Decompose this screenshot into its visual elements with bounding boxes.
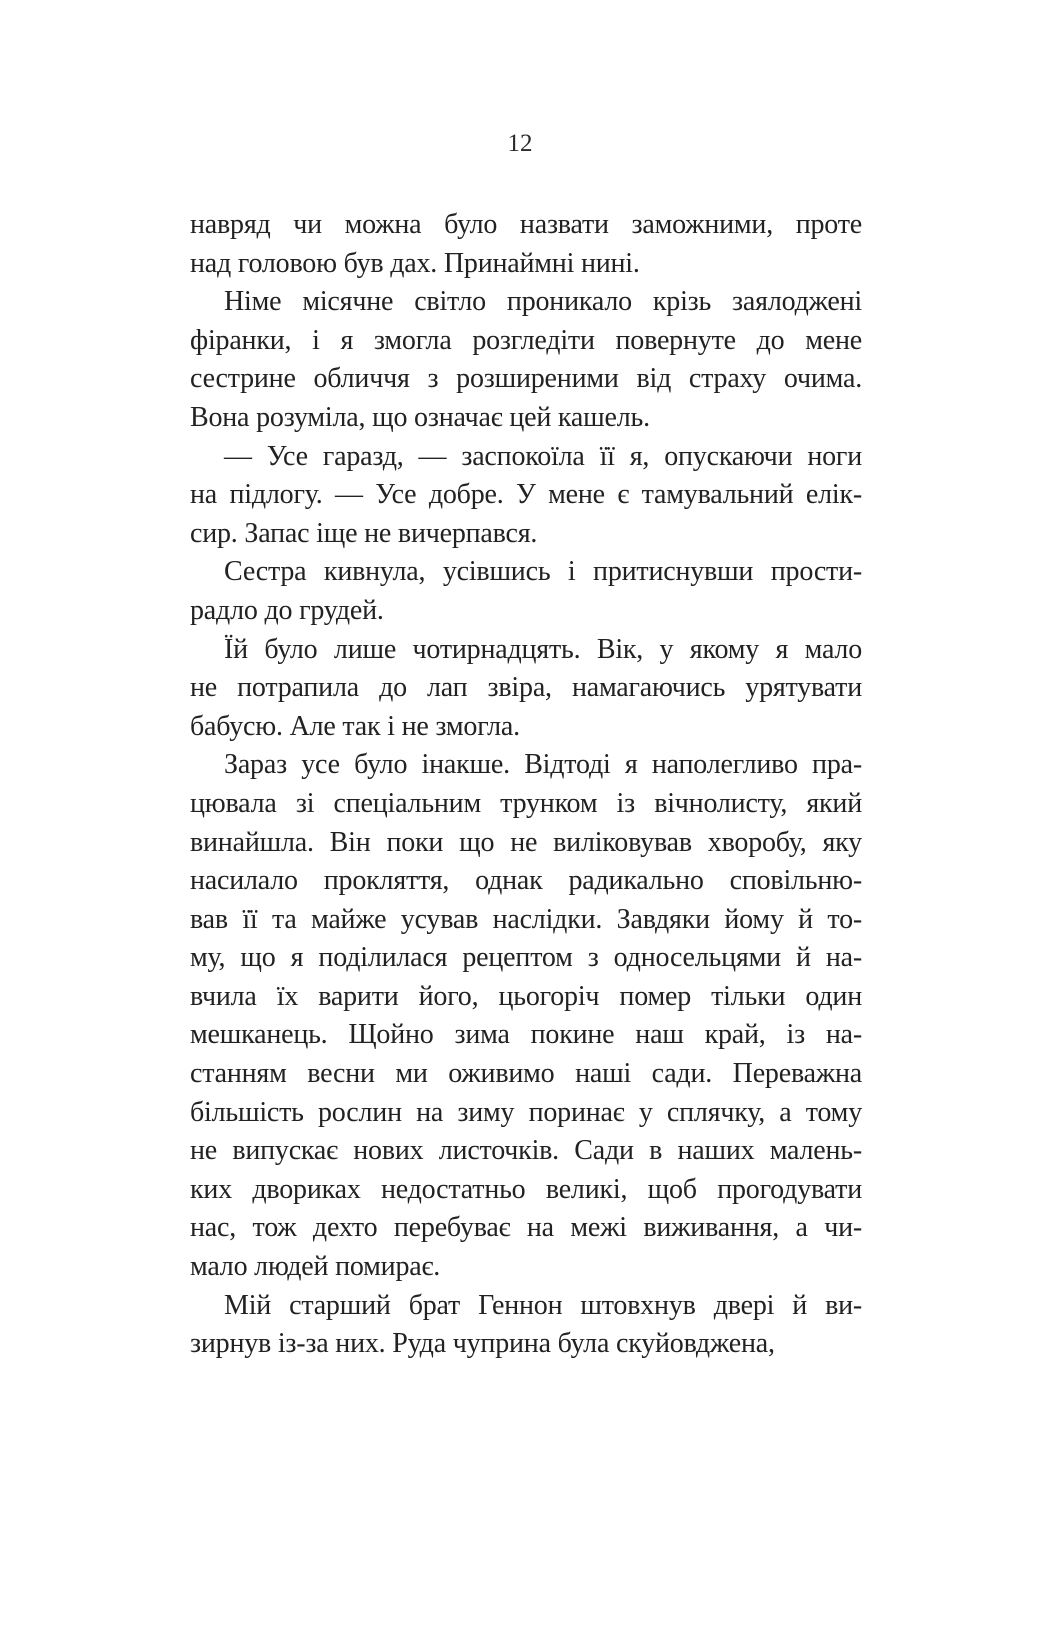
page-number: 12 bbox=[507, 130, 533, 157]
text-line: не потрапила до лап звіра, намагаючись урятувати bbox=[190, 672, 862, 704]
text-line: вав її та майже усував наслідки. Завдяки йому й то- bbox=[190, 903, 862, 935]
paragraph bbox=[190, 283, 862, 437]
text-line: винайшла. Він поки що не виліковував хворобу, яку bbox=[190, 826, 862, 858]
text-line: більшість рослин на зиму поринає у сплячку, а тому bbox=[190, 1096, 862, 1128]
text-line: — Усе гаразд, — заспокоїла її я, опускаючи ноги bbox=[224, 440, 862, 472]
text-line: над головою був дах. Принаймні нині. bbox=[190, 247, 640, 279]
text-line: мешканець. Щойно зима покине наш край, із на- bbox=[190, 1019, 862, 1051]
text-line: бабусю. Але так і не змогла. bbox=[190, 710, 520, 742]
body-text bbox=[190, 206, 862, 1364]
text-line: Їй було лише чотирнадцять. Вік, у якому я мало bbox=[224, 633, 862, 665]
text-line: сир. Запас іще не вичерпався. bbox=[190, 517, 538, 549]
paragraph bbox=[190, 1287, 862, 1364]
text-line: Німе місячне світло проникало крізь заялоджені bbox=[224, 286, 862, 318]
paragraph bbox=[190, 553, 862, 630]
text-line: не випускає нових листочків. Сади в наших малень- bbox=[190, 1135, 862, 1167]
text-line: Сестра кивнула, усівшись і притиснувши прости- bbox=[224, 556, 862, 588]
text-line: Зараз усе було інакше. Відтоді я наполегливо пра- bbox=[224, 749, 862, 781]
text-line: Вона розуміла, що означає цей кашель. bbox=[190, 401, 650, 433]
text-line: зирнув із-за них. Руда чуприна була скуйовджена, bbox=[190, 1328, 775, 1360]
text-line: нас, тож дехто перебуває на межі виживання, а чи- bbox=[190, 1212, 862, 1244]
paragraph bbox=[190, 631, 862, 747]
text-line: навряд чи можна було назвати заможними, проте bbox=[190, 209, 862, 240]
text-line: насилало прокляття, однак радикально сповільню- bbox=[190, 865, 862, 897]
text-line: радло до грудей. bbox=[190, 594, 384, 626]
text-line: вчила їх варити його, цьогоріч помер тільки один bbox=[190, 980, 862, 1012]
paragraph bbox=[190, 746, 862, 1286]
text-line: сестрине обличчя з розширеними від страху очима. bbox=[190, 363, 862, 395]
text-line: ких двориках недостатньо великі, щоб прогодувати bbox=[190, 1173, 862, 1205]
text-line: станням весни ми оживимо наші сади. Переважна bbox=[190, 1058, 862, 1090]
paragraph bbox=[190, 438, 862, 554]
text-line: цювала зі спеціальним трунком із вічнолисту, який bbox=[190, 787, 862, 819]
paragraph bbox=[190, 206, 862, 283]
text-line: мало людей помирає. bbox=[190, 1251, 441, 1283]
text-line: Мій старший брат Геннон штовхнув двері й ви- bbox=[224, 1289, 862, 1321]
text-line: на підлогу. — Усе добре. У мене є тамувальний елік- bbox=[190, 479, 862, 511]
text-line: му, що я поділилася рецептом з односельцями й на- bbox=[190, 942, 862, 974]
text-line: фіранки, і я змогла розгледіти повернуте до мене bbox=[190, 324, 862, 356]
